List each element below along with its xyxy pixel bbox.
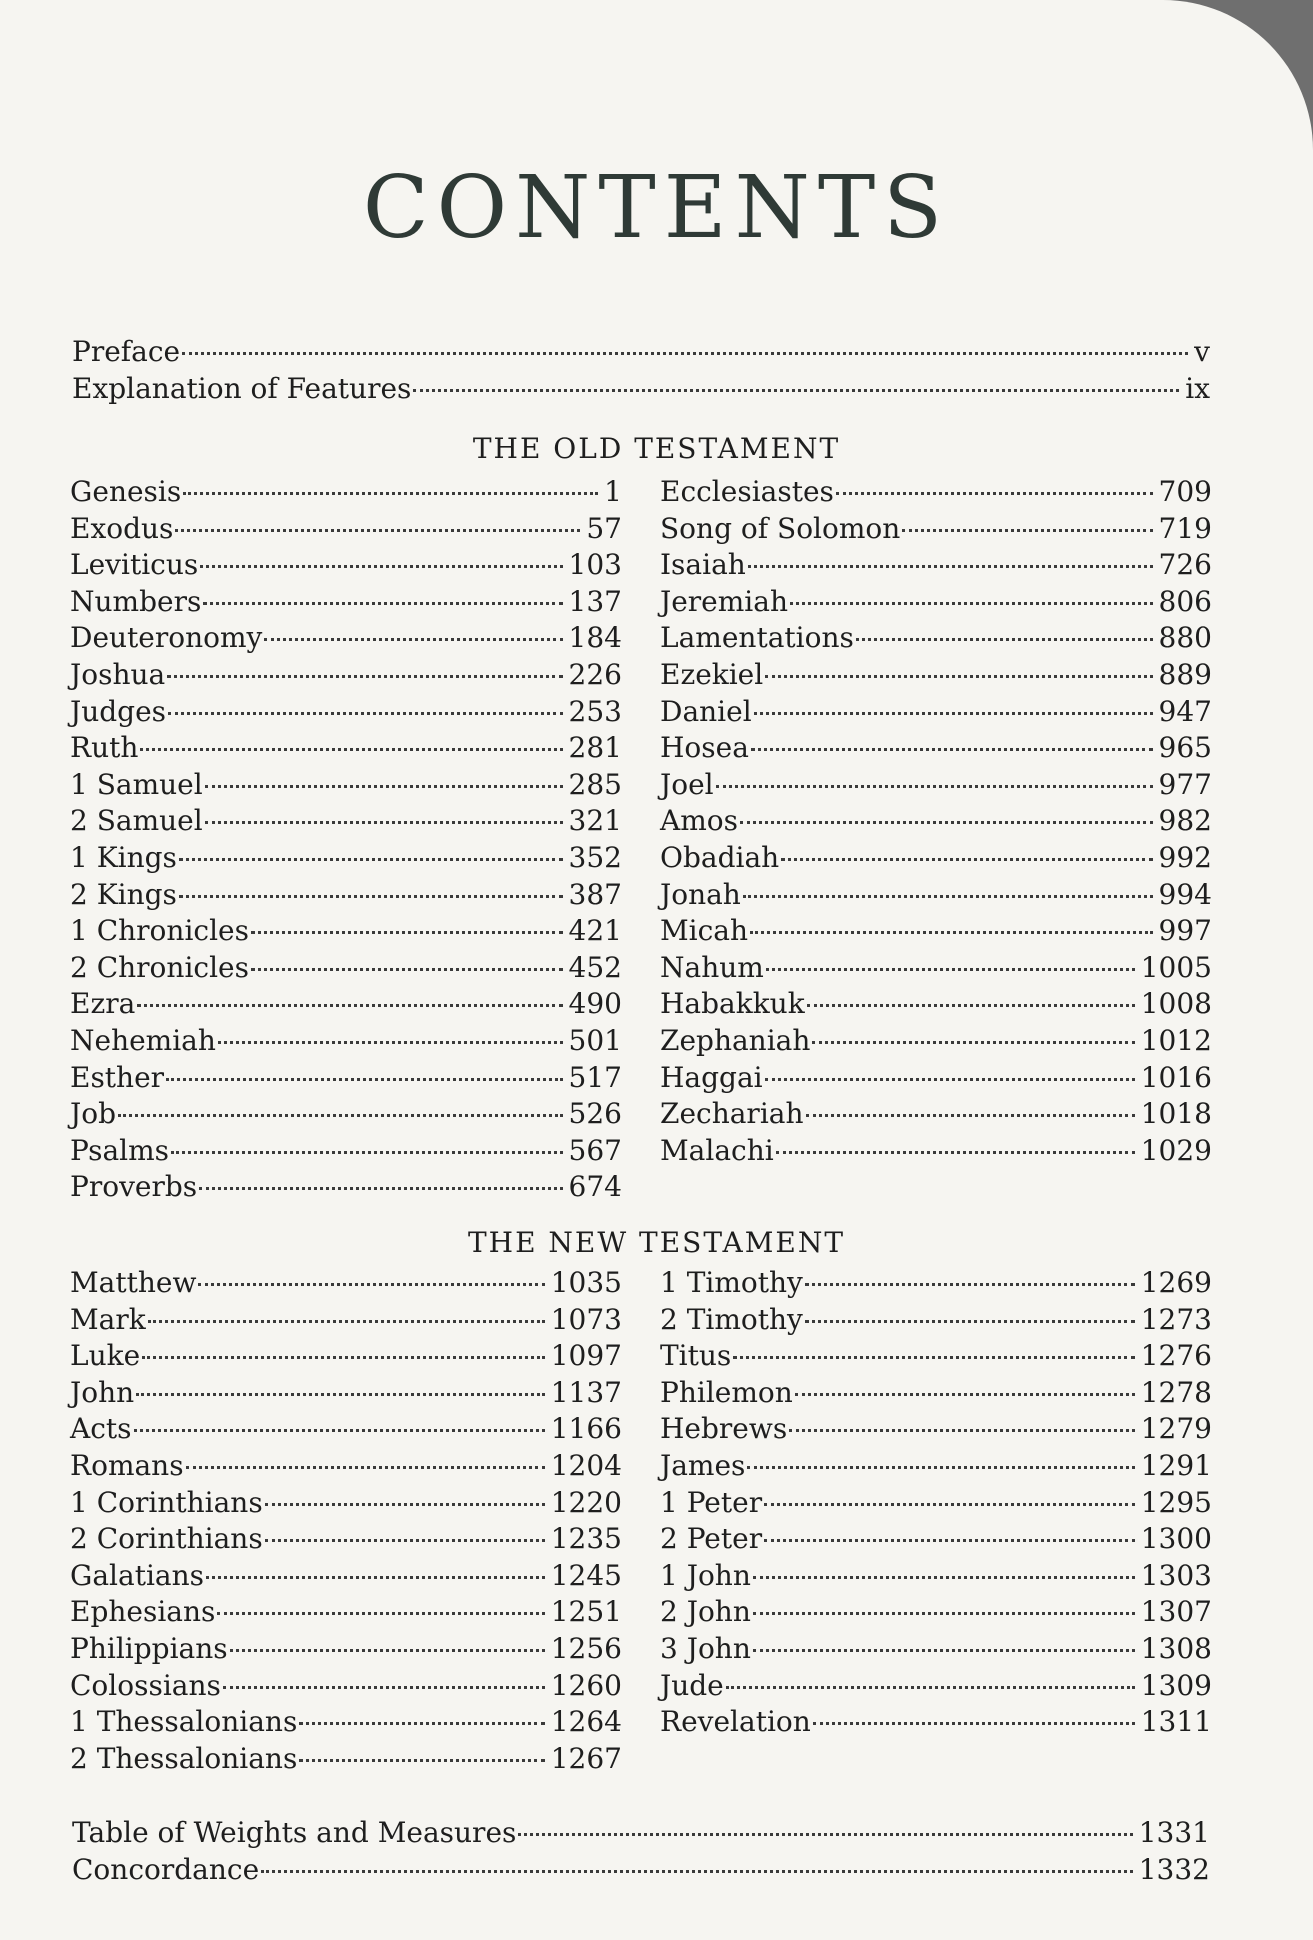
toc-entry [70,1303,622,1337]
dot-leader [716,785,1153,788]
dot-leader [753,1612,1135,1615]
dot-leader [199,1187,562,1190]
dot-leader [750,931,1153,934]
dot-leader [518,1833,1132,1836]
toc-entry-page: 709 [1158,475,1212,508]
dot-leader [261,1870,1133,1873]
toc-entry-page: 1245 [550,1558,622,1592]
toc-entry [70,548,622,582]
toc-entry [72,1816,1210,1850]
toc-entry-page: 726 [1158,548,1212,582]
dot-leader [179,858,563,861]
old-testament-heading: THE OLD TESTAMENT [472,432,841,465]
dot-leader [137,1004,562,1007]
toc-entry-page: 1278 [1140,1375,1212,1409]
toc-entry [70,804,622,838]
toc-entry [660,475,1212,509]
toc-entry-page: 421 [568,914,622,948]
toc-entry-title: Matthew [70,1266,197,1299]
toc-entry-title: Daniel [660,694,752,728]
toc-entry-page: 526 [568,1097,622,1131]
toc-entry [660,1559,1212,1593]
toc-entry [70,1024,622,1058]
toc-entry [660,621,1212,655]
toc-entry-page: 490 [568,987,622,1021]
dot-leader [186,1466,545,1469]
dot-leader [206,1576,545,1579]
toc-entry [660,1061,1212,1095]
toc-entry-title: Zechariah [660,1097,804,1131]
toc-entry [70,1266,622,1300]
toc-entry-title: Song of Solomon [660,511,901,545]
toc-entry-page: 1279 [1140,1412,1212,1446]
dot-leader [218,1041,563,1044]
toc-entry-page: 1005 [1140,950,1212,984]
dot-leader [781,858,1152,861]
toc-entry-page: 517 [568,1060,622,1094]
toc-entry-title: Concordance [72,1852,260,1886]
toc-entry-title: 2 Kings [70,877,177,911]
toc-entry-page: 184 [568,621,622,655]
toc-entry-title: Amos [660,804,738,838]
toc-entry-title: 1 Timothy [660,1266,803,1299]
toc-entry [70,1559,622,1593]
dot-leader [856,638,1153,641]
toc-entry [660,1522,1212,1556]
dot-leader [299,1722,544,1725]
toc-entry-page: 1166 [550,1412,622,1446]
toc-entry-title: Jonah [660,877,741,911]
toc-entry-page: 1235 [550,1522,622,1556]
new-testament-heading: THE NEW TESTAMENT [468,1226,845,1259]
dot-leader [790,602,1153,605]
toc-entry-title: Mark [70,1302,146,1336]
dot-leader [198,1283,544,1286]
toc-entry-page: 1016 [1140,1060,1212,1094]
toc-entry-page: 1073 [550,1302,622,1336]
dot-leader [765,675,1152,678]
toc-entry-page: 1276 [1140,1339,1212,1373]
toc-entry [70,1449,622,1483]
toc-entry-title: 2 Corinthians [70,1522,263,1556]
toc-entry-page: 1220 [550,1485,622,1519]
toc-entry [70,878,622,912]
toc-entry-title: Luke [70,1339,141,1373]
dot-leader [753,1576,1135,1579]
dot-leader [740,821,1153,824]
dot-leader [136,1393,545,1396]
toc-entry-title: Ephesians [70,1595,216,1629]
toc-entry-title: 1 Chronicles [70,914,249,948]
toc-entry-title: 2 John [660,1595,751,1629]
toc-entry-page: 57 [586,511,622,545]
toc-entry [660,1024,1212,1058]
toc-entry [660,585,1212,619]
toc-entry-title: Micah [660,914,749,948]
toc-entry [70,1170,622,1204]
dot-leader [765,1078,1135,1081]
toc-entry-page: 387 [568,877,622,911]
toc-entry [70,1097,622,1131]
toc-entry-page: 674 [568,1170,622,1204]
dot-leader [171,1151,563,1154]
toc-entry-page: 1035 [550,1266,622,1299]
toc-entry [660,658,1212,692]
toc-entry [70,731,622,765]
dot-leader [223,1686,545,1689]
toc-entry-page: 1311 [1140,1705,1212,1739]
toc-entry-title: Colossians [70,1668,221,1702]
toc-entry [660,768,1212,802]
dot-leader [265,1539,545,1542]
dot-leader [168,712,563,715]
dot-leader [299,1759,544,1762]
toc-entry-title: Ruth [70,731,139,765]
toc-entry-page: 997 [1158,914,1212,948]
dot-leader [205,785,563,788]
dot-leader [766,968,1135,971]
dot-leader [167,675,562,678]
dot-leader [140,748,562,751]
toc-entry-page: 1264 [550,1705,622,1739]
toc-entry-title: 2 Samuel [70,804,203,838]
toc-entry-title: Esther [70,1060,165,1094]
toc-entry-title: Philemon [660,1375,793,1409]
dot-leader [118,1114,563,1117]
page-title: CONTENTS [362,158,951,258]
toc-entry-page: 137 [568,584,622,618]
dot-leader [733,1356,1134,1359]
dot-leader [795,1393,1135,1396]
toc-entry [70,695,622,729]
toc-entry-page: 1307 [1140,1595,1212,1629]
toc-entry-title: Jeremiah [660,584,788,618]
toc-entry-title: Leviticus [70,548,199,582]
toc-entry-title: John [70,1375,135,1409]
toc-entry-title: 1 Kings [70,841,177,874]
dot-leader [813,1722,1135,1725]
toc-entry [660,1266,1212,1300]
toc-entry-page: 1273 [1140,1302,1212,1336]
dot-leader [748,565,1153,568]
toc-entry-page: 994 [1158,877,1212,911]
toc-entry-title: Galatians [70,1558,205,1592]
toc-entry [660,987,1212,1021]
toc-entry [660,1339,1212,1373]
toc-entry-page: 285 [568,767,622,801]
dot-leader [764,1539,1135,1542]
toc-entry-title: Ecclesiastes [660,475,834,508]
toc-entry-title: Judges [70,694,167,728]
toc-entry-page: 1204 [550,1449,622,1482]
toc-entry-title: Joshua [70,658,166,691]
toc-entry [70,475,622,509]
toc-entry [72,335,1210,369]
dot-leader [230,1649,545,1652]
toc-entry-page: 1300 [1140,1522,1212,1556]
dot-leader [836,492,1153,495]
toc-entry-title: 2 Chronicles [70,950,249,984]
toc-entry-title: Romans [70,1449,184,1482]
toc-entry-page: v [1194,335,1210,368]
toc-entry-title: Acts [70,1412,132,1446]
toc-entry-page: 880 [1158,621,1212,655]
toc-entry [70,1522,622,1556]
toc-entry [70,1339,622,1373]
toc-entry-page: 1018 [1140,1097,1212,1131]
toc-entry-title: Nehemiah [70,1024,216,1057]
toc-entry-title: 1 Thessalonians [70,1705,298,1739]
toc-entry-page: 1267 [550,1741,622,1775]
toc-entry [70,1669,622,1703]
dot-leader [806,1114,1135,1117]
dot-leader [205,821,563,824]
toc-entry-page: 281 [568,731,622,765]
toc-entry [660,1632,1212,1666]
toc-entry-title: Malachi [660,1133,774,1167]
toc-entry [660,1669,1212,1703]
toc-entry-page: 226 [568,658,622,691]
dot-leader [183,492,598,495]
dot-leader [751,748,1153,751]
toc-entry-title: Hebrews [660,1412,788,1446]
toc-entry [660,1097,1212,1131]
toc-entry-page: 1269 [1140,1266,1212,1299]
toc-entry-page: 1308 [1140,1632,1212,1665]
toc-entry-page: 719 [1158,511,1212,545]
toc-entry-title: Ezekiel [660,658,764,691]
dot-leader [413,389,1179,392]
toc-entry [660,1595,1212,1629]
toc-entry-title: Numbers [70,584,202,618]
dot-leader [175,529,580,532]
toc-entry-title: 2 Peter [660,1522,763,1556]
toc-entry [660,548,1212,582]
toc-entry [70,1412,622,1446]
dot-leader [265,1503,545,1506]
toc-entry [70,951,622,985]
toc-entry [660,731,1212,765]
toc-entry-page: 1260 [550,1668,622,1702]
toc-entry [70,585,622,619]
toc-entry-page: 965 [1158,731,1212,765]
toc-entry-title: 3 John [660,1632,751,1665]
toc-entry-title: 1 John [660,1558,751,1592]
dot-leader [264,638,562,641]
toc-entry-page: 321 [568,804,622,838]
toc-entry [660,878,1212,912]
toc-entry-title: Genesis [70,475,182,508]
toc-entry [70,1705,622,1739]
toc-entry-page: 1137 [550,1375,622,1409]
toc-entry [660,1376,1212,1410]
toc-entry [660,1134,1212,1168]
toc-entry-title: Psalms [70,1133,170,1167]
dot-leader [754,712,1153,715]
toc-entry-page: 977 [1158,767,1212,801]
toc-entry [660,1449,1212,1483]
toc-entry-title: Job [70,1097,117,1131]
toc-entry-title: 1 Samuel [70,767,203,801]
toc-entry-page: 501 [568,1024,622,1057]
toc-entry-title: James [660,1449,746,1482]
toc-entry [660,841,1212,875]
dot-leader [251,968,563,971]
toc-entry [70,621,622,655]
toc-entry [70,1632,622,1666]
toc-entry [70,841,622,875]
toc-entry-page: 1291 [1140,1449,1212,1482]
toc-entry [70,1595,622,1629]
dot-leader [807,1004,1135,1007]
toc-entry [72,1853,1210,1887]
dot-leader [166,1078,562,1081]
toc-entry-page: 1256 [550,1632,622,1665]
toc-entry-title: Philippians [70,1632,228,1665]
toc-entry [660,951,1212,985]
dot-leader [726,1686,1135,1689]
toc-entry-title: Isaiah [660,548,746,582]
toc-entry-page: 947 [1158,694,1212,728]
toc-entry-page: 1029 [1140,1133,1212,1167]
toc-entry-title: Deuteronomy [70,621,263,655]
toc-entry-title: 2 Thessalonians [70,1741,298,1775]
dot-leader [217,1612,544,1615]
dot-leader [200,565,562,568]
toc-entry-title: Preface [72,335,181,368]
toc-entry-title: Proverbs [70,1170,198,1204]
toc-entry-title: Jude [660,1668,724,1702]
toc-entry-page: 982 [1158,804,1212,838]
dot-leader [179,895,563,898]
toc-entry [660,1303,1212,1337]
toc-entry [70,512,622,546]
toc-entry-title: Ezra [70,987,136,1021]
toc-entry [660,1412,1212,1446]
toc-entry-page: 567 [568,1133,622,1167]
toc-entry-page: ix [1185,371,1210,405]
toc-entry-title: Explanation of Features [72,371,412,405]
toc-entry-page: 806 [1158,584,1212,618]
toc-entry [70,987,622,1021]
toc-entry-page: 253 [568,694,622,728]
toc-entry-title: Titus [660,1339,732,1373]
toc-entry-page: 103 [568,548,622,582]
dot-leader [251,931,563,934]
dot-leader [805,1283,1135,1286]
toc-entry-title: Habakkuk [660,987,805,1021]
toc-entry-page: 1331 [1138,1816,1210,1849]
toc-entry-page: 1012 [1140,1024,1212,1057]
dot-leader [805,1320,1135,1323]
dot-leader [182,352,1188,355]
toc-entry-title: Lamentations [660,621,854,655]
toc-entry [70,1376,622,1410]
toc-entry-title: 1 Peter [660,1485,763,1519]
dot-leader [148,1320,545,1323]
toc-entry [70,1742,622,1776]
toc-entry [660,914,1212,948]
toc-entry-page: 452 [568,950,622,984]
toc-entry-page: 992 [1158,841,1212,874]
dot-leader [134,1429,545,1432]
toc-entry-page: 1251 [550,1595,622,1629]
toc-entry-title: Revelation [660,1705,811,1739]
toc-entry-title: 2 Timothy [660,1302,803,1336]
dot-leader [747,1466,1134,1469]
toc-entry-title: Zephaniah [660,1024,811,1057]
toc-entry [70,1134,622,1168]
toc-entry-title: Haggai [660,1060,763,1094]
toc-entry-page: 352 [568,841,622,874]
toc-entry [660,1705,1212,1739]
toc-entry [70,914,622,948]
toc-entry [70,1061,622,1095]
toc-entry-title: Table of Weights and Measures [72,1816,517,1849]
toc-entry-title: 1 Corinthians [70,1485,263,1519]
toc-entry-page: 1332 [1138,1852,1210,1886]
dot-leader [776,1151,1135,1154]
toc-entry-title: Exodus [70,511,174,545]
toc-entry-page: 1303 [1140,1558,1212,1592]
toc-entry [660,512,1212,546]
toc-entry [70,658,622,692]
toc-entry-page: 1309 [1140,1668,1212,1702]
toc-entry-page: 1008 [1140,987,1212,1021]
toc-entry [660,804,1212,838]
toc-entry-page: 1295 [1140,1485,1212,1519]
dot-leader [142,1356,545,1359]
toc-entry-page: 889 [1158,658,1212,691]
toc-entry-title: Joel [660,767,714,801]
dot-leader [753,1649,1135,1652]
toc-entry [70,768,622,802]
dot-leader [812,1041,1134,1044]
dot-leader [789,1429,1135,1432]
toc-entry-page: 1097 [550,1339,622,1373]
toc-entry [660,695,1212,729]
dot-leader [743,895,1153,898]
dot-leader [203,602,562,605]
toc-entry-title: Nahum [660,950,764,984]
toc-entry [70,1486,622,1520]
toc-entry-title: Hosea [660,731,749,765]
dot-leader [902,529,1152,532]
toc-entry [660,1486,1212,1520]
toc-entry-title: Obadiah [660,841,780,874]
toc-entry-page: 1 [604,475,622,508]
dot-leader [764,1503,1135,1506]
toc-entry [72,372,1210,406]
